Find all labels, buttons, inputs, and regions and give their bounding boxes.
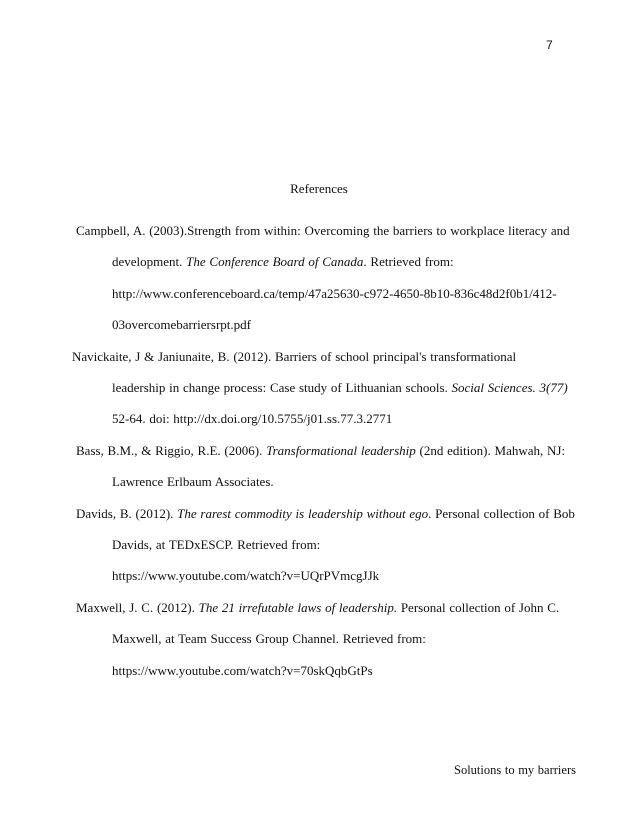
reference-line: Lawrence Erlbaum Associates.: [112, 474, 274, 490]
reference-entry-campbell: [76, 215, 570, 341]
reference-line: Navickaite, J & Janiunaite, B. (2012). Barriers of school principal's transformational: [72, 348, 517, 364]
reference-url: 03overcomebarriersrpt.pdf: [112, 317, 251, 333]
references-heading: References: [290, 181, 348, 196]
reference-url: https://www.youtube.com/watch?v=70skQqbGtPs: [112, 662, 373, 678]
reference-text: . Retrieved from:: [363, 254, 454, 270]
reference-text: development.: [112, 254, 187, 270]
reference-title: The 21 irrefutable laws of leadership.: [198, 599, 398, 615]
reference-entry-davids: [76, 498, 575, 592]
reference-text: Davids, B. (2012).: [76, 505, 178, 521]
reference-line: [76, 435, 566, 466]
reference-line: [76, 498, 575, 529]
reference-title: Transformational leadership: [266, 442, 416, 458]
reference-line: [76, 592, 560, 623]
reference-text: Bass, B.M., & Riggio, R.E. (2006).: [76, 442, 267, 458]
reference-text: (2nd edition). Mahwah, NJ:: [415, 442, 566, 458]
reference-line: Maxwell, at Team Success Group Channel. Retrieved from:: [112, 631, 426, 647]
reference-line: [112, 372, 568, 403]
reference-list: [72, 215, 575, 686]
reference-text: leadership in change process: Case study of Lithuanian schools.: [112, 380, 452, 396]
page-footer: Solutions to my barriers: [454, 763, 576, 777]
reference-text: . Personal collection of Bob: [428, 505, 575, 521]
reference-entry-bass: [76, 435, 566, 498]
reference-url: http://www.conferenceboard.ca/temp/47a25630-c972-4650-8b10-836c48d2f0b1/412-: [112, 285, 557, 301]
reference-title: The Conference Board of Canada: [186, 254, 364, 270]
page-number: 7: [546, 38, 553, 52]
reference-url: https://www.youtube.com/watch?v=UQrPVmcgJJk: [112, 568, 380, 584]
reference-text: Maxwell, J. C. (2012).: [76, 599, 199, 615]
reference-entry-navickaite: [72, 341, 568, 435]
reference-title: Social Sciences. 3(77): [451, 380, 568, 396]
reference-line: [112, 246, 556, 277]
reference-title: The rarest commodity is leadership without ego: [177, 505, 429, 521]
reference-doi: 52-64. doi: http://dx.doi.org/10.5755/j01.ss.77.3.2771: [112, 411, 393, 427]
reference-entry-maxwell: [76, 592, 560, 686]
reference-line: Campbell, A. (2003).Strength from within: Overcoming the barriers to workplace literacy and: [76, 223, 570, 238]
reference-line: Davids, at TEDxESCP. Retrieved from:: [112, 537, 321, 553]
reference-text: Personal collection of John C.: [397, 599, 560, 615]
